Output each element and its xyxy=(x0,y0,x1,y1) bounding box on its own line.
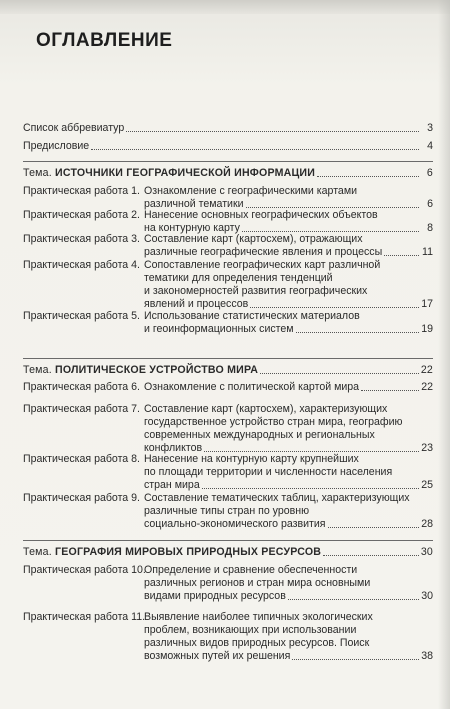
section-divider xyxy=(23,161,433,162)
work-description xyxy=(140,310,433,336)
work-label: Практическая работа 6. xyxy=(23,381,140,393)
work-description xyxy=(140,381,433,394)
leader-dots xyxy=(242,231,419,232)
work-label: Практическая работа 4. xyxy=(23,259,140,271)
leader-dots xyxy=(91,149,419,150)
practical-work-entry[interactable] xyxy=(23,209,433,235)
work-description-line: Сопоставление географических карт различной xyxy=(144,259,381,271)
page-number: 19 xyxy=(421,323,433,335)
work-label: Практическая работа 8. xyxy=(23,453,140,465)
leader-dots xyxy=(250,307,419,308)
work-label: Практическая работа 9. xyxy=(23,492,140,504)
work-description-last-line xyxy=(144,381,433,394)
work-description xyxy=(140,564,433,603)
work-description xyxy=(140,209,433,235)
work-description-line: различные типы стран по уровню xyxy=(144,505,310,517)
work-description xyxy=(140,403,433,455)
theme-name: ИСТОЧНИКИ ГЕОГРАФИЧЕСКОЙ ИНФОРМАЦИИ xyxy=(55,167,316,179)
theme-name: ПОЛИТИЧЕСКОЕ УСТРОЙСТВО МИРА xyxy=(55,364,259,376)
work-description xyxy=(140,185,433,211)
page-number: 30 xyxy=(420,546,433,558)
work-description-last-line xyxy=(144,518,433,531)
page-number: 25 xyxy=(421,479,433,491)
practical-work-entry[interactable] xyxy=(23,381,433,394)
work-description-line: государственное устройство стран мира, географию xyxy=(144,416,403,428)
work-description-line: различных видов природных ресурсов. Поиск xyxy=(144,637,370,649)
page-number: 4 xyxy=(427,140,433,152)
page-number: 30 xyxy=(421,590,433,602)
work-description-line: явлений и процессов xyxy=(144,298,249,310)
work-description-line: Ознакомление с политической картой мира xyxy=(144,381,360,393)
toc-entry-text: Список аббревиатур xyxy=(23,122,125,134)
work-description-line: Составление карт (картосхем), характеризующих xyxy=(144,403,388,415)
leader-dots xyxy=(361,390,419,391)
work-label: Практическая работа 5. xyxy=(23,310,140,322)
theme-title xyxy=(23,364,258,377)
page-number: 3 xyxy=(427,122,433,134)
work-label: Практическая работа 7. xyxy=(23,403,140,415)
work-description-line: видами природных ресурсов xyxy=(144,590,286,602)
work-description-last-line xyxy=(144,323,433,336)
theme-prefix: Тема. xyxy=(23,167,52,179)
work-description-line: Нанесение основных географических объектов xyxy=(144,209,378,221)
leader-dots xyxy=(296,332,419,333)
theme-title xyxy=(23,546,321,559)
page-number: 6 xyxy=(427,198,433,210)
work-description-last-line xyxy=(144,590,433,603)
page-number: 6 xyxy=(426,167,433,179)
work-description-line: Определение и сравнение обеспеченности xyxy=(144,564,358,576)
practical-work-entry[interactable] xyxy=(23,259,433,311)
toc-entry[interactable] xyxy=(23,140,433,153)
leader-dots xyxy=(202,488,419,489)
theme-name: ГЕОГРАФИЯ МИРОВЫХ ПРИРОДНЫХ РЕСУРСОВ xyxy=(55,546,322,558)
work-description-line: современных международных и региональных xyxy=(144,429,375,441)
page-number: 11 xyxy=(422,246,433,258)
header-strip xyxy=(0,0,450,14)
leader-dots xyxy=(292,659,419,660)
page-number: 22 xyxy=(421,381,433,393)
work-description xyxy=(140,233,433,259)
work-description xyxy=(140,492,433,531)
leader-dots xyxy=(246,207,419,208)
work-description-line: возможных путей их решения xyxy=(144,650,291,662)
toc-entry-text: Предисловие xyxy=(23,140,90,152)
practical-work-entry[interactable] xyxy=(23,453,433,492)
page-title: ОГЛАВЛЕНИЕ xyxy=(36,30,173,51)
work-description-line: различных регионов и стран мира основными xyxy=(144,577,371,589)
leader-dots xyxy=(288,599,419,600)
practical-work-entry[interactable] xyxy=(23,611,433,663)
page-number: 23 xyxy=(421,442,433,454)
work-description xyxy=(140,453,433,492)
work-description-line: Использование статистических материалов xyxy=(144,310,360,322)
section-divider xyxy=(23,540,433,541)
work-label: Практическая работа 3. xyxy=(23,233,140,245)
work-description-line: тематики для определения тенденций xyxy=(144,272,333,284)
practical-work-entry[interactable] xyxy=(23,564,433,603)
work-description-last-line xyxy=(144,479,433,492)
page-number: 22 xyxy=(420,364,433,376)
page-number: 8 xyxy=(427,222,433,234)
toc-entry[interactable] xyxy=(23,122,433,135)
page-number: 17 xyxy=(421,298,433,310)
page-number: 28 xyxy=(421,518,433,530)
theme-title xyxy=(23,167,315,180)
work-description-line: различной тематики xyxy=(144,198,244,210)
work-description-last-line xyxy=(144,650,433,663)
theme-prefix: Тема. xyxy=(23,546,52,558)
practical-work-entry[interactable] xyxy=(23,233,433,259)
leader-dots xyxy=(126,131,419,132)
work-label: Практическая работа 2. xyxy=(23,209,140,221)
work-description-line: стран мира xyxy=(144,479,200,491)
work-description-line: различные географические явления и процессы xyxy=(144,246,383,258)
work-description xyxy=(140,259,433,311)
work-description-last-line xyxy=(144,246,433,259)
work-description-line: и закономерностей развития географических xyxy=(144,285,368,297)
work-label: Практическая работа 1. xyxy=(23,185,140,197)
theme-prefix: Тема. xyxy=(23,364,52,376)
work-description-line: и геоинформационных систем xyxy=(144,323,294,335)
work-description-line: на контурную карту xyxy=(144,222,240,234)
page-edge-shadow xyxy=(438,0,450,709)
work-description-line: Выявление наиболее типичных экологических xyxy=(144,611,373,623)
theme-heading[interactable] xyxy=(23,167,433,180)
leader-dots xyxy=(260,373,419,374)
work-description-line: Ознакомление с географическими картами xyxy=(144,185,358,197)
page-number: 38 xyxy=(421,650,433,662)
section-divider xyxy=(23,358,433,359)
leader-dots xyxy=(204,451,419,452)
work-description xyxy=(140,611,433,663)
practical-work-entry[interactable] xyxy=(23,403,433,455)
theme-heading[interactable] xyxy=(23,546,433,559)
work-label: Практическая работа 10. xyxy=(23,564,146,576)
leader-dots xyxy=(384,255,419,256)
work-description-line: Нанесение на контурную карту крупнейших xyxy=(144,453,359,465)
work-label: Практическая работа 11. xyxy=(23,611,146,623)
theme-heading[interactable] xyxy=(23,364,433,377)
work-description-line: по площади территории и численности населения xyxy=(144,466,393,478)
practical-work-entry[interactable] xyxy=(23,492,433,531)
work-description-line: проблем, возникающих при использовании xyxy=(144,624,357,636)
work-description-line: социально-экономического развития xyxy=(144,518,326,530)
work-description-line: конфликтов xyxy=(144,442,203,454)
work-description-line: Составление карт (картосхем), отражающих xyxy=(144,233,363,245)
work-description-line: Составление тематических таблиц, характеризующих xyxy=(144,492,410,504)
leader-dots xyxy=(323,555,419,556)
practical-work-entry[interactable] xyxy=(23,185,433,211)
leader-dots xyxy=(317,176,419,177)
practical-work-entry[interactable] xyxy=(23,310,433,336)
leader-dots xyxy=(328,527,419,528)
